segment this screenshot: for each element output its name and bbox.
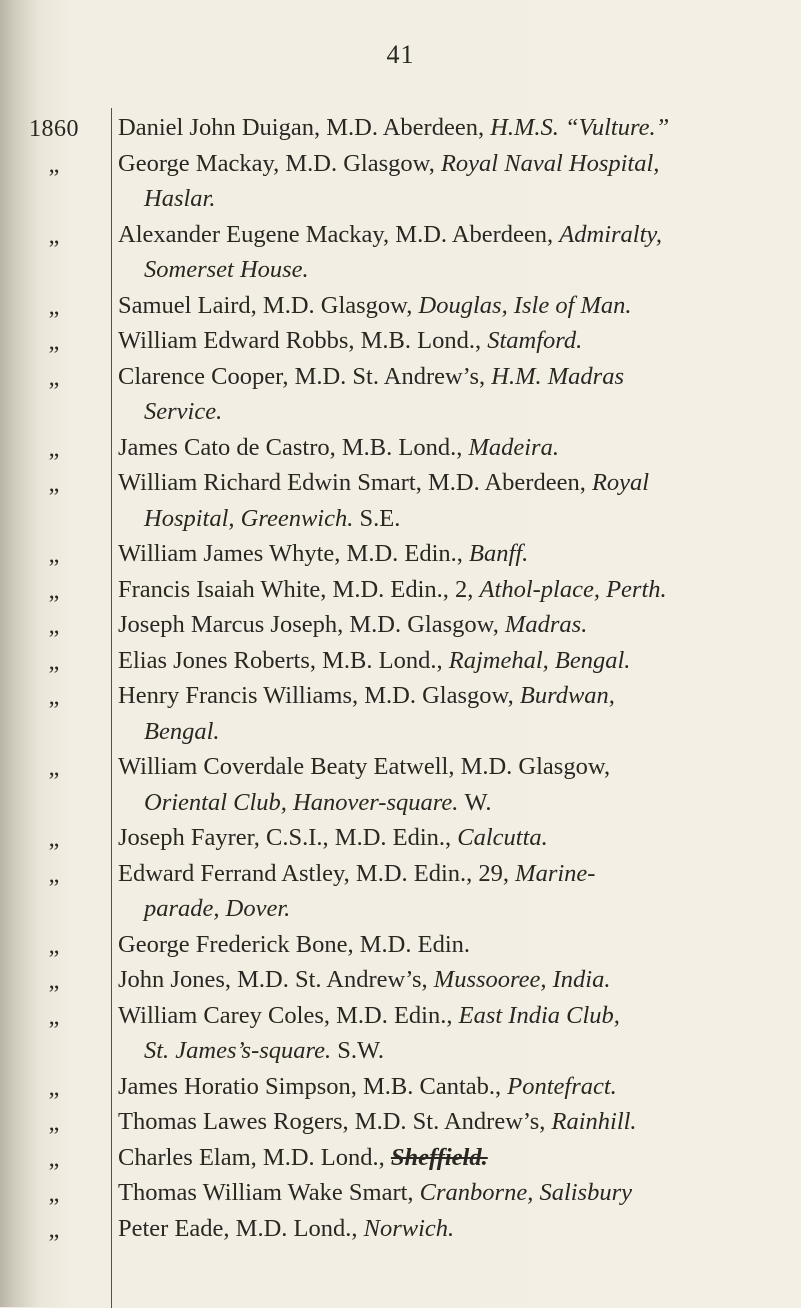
entry-name: Elias Jones Roberts, M.B. Lond.,: [118, 646, 443, 674]
entry-name: Joseph Fayrer, C.S.I., M.D. Edin.,: [118, 824, 452, 851]
entry-address: Athol-place, Perth.: [479, 575, 667, 603]
entry-name: Clarence Cooper, M.D. St. Andrew’s,: [118, 362, 486, 390]
entry-name: Edward Ferrand Astley, M.D. Edin., 29,: [118, 859, 510, 887]
entry-text: [118, 110, 780, 146]
entry-text: [118, 359, 780, 430]
entry-address: Royal: [591, 469, 650, 496]
list-item: [0, 323, 801, 359]
entry-name: Peter Eade, M.D. Lond.,: [118, 1214, 358, 1242]
list-item: [0, 643, 801, 679]
entry-name: Joseph Marcus Joseph, M.D. Glasgow,: [118, 611, 499, 638]
ditto-mark: „: [48, 222, 60, 249]
entry-name: William Carey Coles, M.D. Edin.,: [118, 1001, 453, 1029]
entry-address: H.M.S. “Vulture.”: [490, 114, 670, 141]
ditto-mark: „: [48, 1003, 60, 1030]
entry-address: Admiralty,: [559, 220, 663, 248]
entry-name: William James Whyte, M.D. Edin.,: [118, 540, 463, 567]
entry-name: John Jones, M.D. St. Andrew’s,: [118, 966, 428, 993]
list-item: [0, 749, 801, 820]
list-item: [0, 288, 801, 324]
register-list: [0, 110, 801, 1246]
entry-address: Rajmehal, Bengal.: [448, 646, 631, 674]
entry-name: James Cato de Castro, M.B. Lond.,: [118, 433, 463, 461]
list-item: [0, 856, 801, 927]
entry-text: [118, 536, 780, 572]
year-label: 1860: [29, 116, 79, 142]
ditto-mark: „: [48, 471, 60, 497]
entry-text: [118, 323, 780, 359]
entry-address: Pontefract.: [507, 1072, 617, 1100]
list-item: [0, 110, 801, 146]
ditto-mark: „: [48, 648, 60, 675]
entry-text: [118, 678, 780, 749]
entry-address: Douglas, Isle of Man.: [418, 291, 632, 319]
list-item: [0, 1069, 801, 1105]
entry-text: [118, 856, 780, 927]
entry-name: Francis Isaiah White, M.D. Edin., 2,: [118, 575, 474, 603]
entry-address: Mussooree, India.: [433, 966, 611, 993]
entry-address-continued: Service.: [144, 398, 223, 425]
entry-address-continued: Bengal.: [144, 717, 220, 745]
entry-name: William Richard Edwin Smart, M.D. Aberdeen,: [118, 469, 586, 496]
list-item: [0, 998, 801, 1069]
entry-address: Burdwan,: [519, 682, 615, 709]
entry-address: Calcutta.: [457, 824, 548, 851]
entry-text: [118, 465, 780, 536]
entry-text: [118, 1175, 780, 1211]
entry-address: Banff.: [469, 540, 529, 567]
list-item: [0, 536, 801, 572]
entry-address: Madeira.: [468, 433, 559, 461]
entry-text: [118, 146, 780, 217]
list-item: [0, 146, 801, 217]
ditto-mark: „: [48, 542, 60, 568]
entry-address: Cranborne, Salisbury: [419, 1179, 632, 1206]
ditto-mark: „: [48, 755, 60, 781]
ditto-mark: „: [48, 577, 60, 604]
entry-text: [118, 820, 780, 856]
entry-text: [118, 1211, 780, 1247]
entry-name: George Frederick Bone, M.D. Edin.: [118, 930, 470, 958]
entry-name: William Coverdale Beaty Eatwell, M.D. Glasgow,: [118, 753, 611, 780]
entry-address-continued: Oriental Club, Hanover-square. W.: [144, 788, 492, 816]
entry-address: Rainhill.: [551, 1108, 637, 1135]
entry-text: [118, 572, 780, 608]
entry-address: Sheffield.: [390, 1143, 488, 1171]
page-number: 41: [386, 40, 415, 69]
list-item: [0, 465, 801, 536]
list-item: [0, 359, 801, 430]
entry-text: [118, 1104, 780, 1140]
entry-address-continued: parade, Dover.: [144, 895, 291, 922]
entry-name: George Mackay, M.D. Glasgow,: [118, 149, 435, 177]
list-item: [0, 607, 801, 643]
ditto-mark: „: [48, 1110, 60, 1136]
list-item: [0, 678, 801, 749]
ditto-mark: „: [48, 613, 60, 639]
ditto-mark: „: [48, 329, 60, 355]
entry-address-continued: Haslar.: [144, 185, 216, 212]
ditto-mark: „: [48, 151, 60, 178]
entry-address: Royal Naval Hospital,: [440, 149, 660, 177]
ditto-mark: „: [48, 293, 60, 320]
entry-address: Madras.: [504, 611, 588, 638]
entry-name: Thomas Lawes Rogers, M.D. St. Andrew’s,: [118, 1108, 546, 1135]
entry-name: Samuel Laird, M.D. Glasgow,: [118, 291, 413, 319]
entry-name: Charles Elam, M.D. Lond.,: [118, 1143, 385, 1171]
entry-address: Stamford.: [487, 327, 583, 354]
list-item: [0, 820, 801, 856]
entry-name: Alexander Eugene Mackay, M.D. Aberdeen,: [118, 220, 554, 248]
list-item: [0, 1104, 801, 1140]
entry-text: [118, 430, 780, 466]
entry-address-continued: Somerset House.: [144, 256, 309, 283]
list-item: [0, 1211, 801, 1247]
ditto-mark: „: [48, 861, 60, 888]
entry-address: Marine-: [515, 859, 596, 887]
ditto-mark: „: [48, 1216, 60, 1243]
entry-address-continued: St. James’s-square. S.W.: [144, 1037, 385, 1064]
entry-address: Norwich.: [363, 1214, 455, 1242]
entry-text: [118, 749, 780, 820]
ditto-mark: „: [48, 435, 60, 462]
list-item: [0, 572, 801, 608]
entry-text: [118, 643, 780, 679]
ditto-mark: „: [48, 932, 60, 959]
list-item: [0, 1175, 801, 1211]
entry-name: Henry Francis Williams, M.D. Glasgow,: [118, 682, 514, 709]
entry-text: [118, 607, 780, 643]
list-item: [0, 430, 801, 466]
list-item: [0, 217, 801, 288]
list-item: [0, 1140, 801, 1176]
list-item: [0, 927, 801, 963]
entry-text: [118, 1140, 780, 1176]
ditto-mark: „: [48, 684, 60, 710]
entry-address: East India Club,: [458, 1001, 620, 1029]
entry-text: [118, 927, 780, 963]
ditto-mark: „: [48, 826, 60, 852]
entry-text: [118, 288, 780, 324]
entry-text: [118, 217, 780, 288]
entry-address: H.M. Madras: [491, 362, 624, 390]
entry-name: James Horatio Simpson, M.B. Cantab.,: [118, 1072, 502, 1100]
ditto-mark: „: [48, 364, 60, 391]
ditto-mark: „: [48, 1181, 60, 1207]
ditto-mark: „: [48, 968, 60, 994]
entry-text: [118, 1069, 780, 1105]
ditto-mark: „: [48, 1074, 60, 1101]
entry-name: William Edward Robbs, M.B. Lond.,: [118, 327, 482, 354]
entry-text: [118, 962, 780, 998]
entry-name: Thomas William Wake Smart,: [118, 1179, 414, 1206]
entry-name: Daniel John Duigan, M.D. Aberdeen,: [118, 114, 485, 141]
ditto-mark: „: [48, 1145, 60, 1172]
list-item: [0, 962, 801, 998]
entry-address-continued: Hospital, Greenwich. S.E.: [144, 504, 401, 532]
entry-text: [118, 998, 780, 1069]
